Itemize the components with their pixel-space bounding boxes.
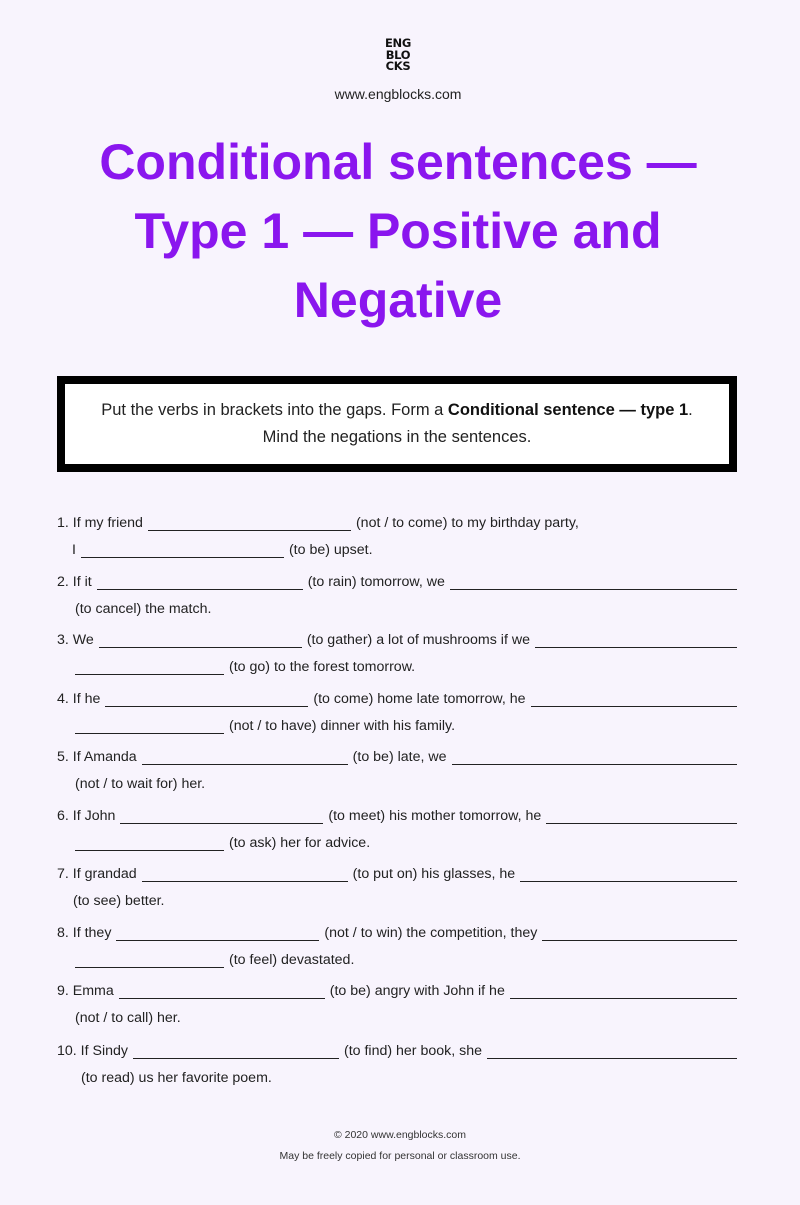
exercise-1-text-d: (to be) upset.	[288, 542, 373, 558]
exercise-8-blank-2[interactable]	[542, 925, 737, 941]
exercise-6-text-b: (to meet) his mother tomorrow, he	[328, 808, 542, 824]
exercise-8-text-b: (not / to win) the competition, they	[324, 925, 538, 941]
exercise-8-blank-1[interactable]	[116, 925, 319, 941]
exercise-3-blank-1[interactable]	[99, 632, 302, 648]
exercise-4-blank-1[interactable]	[105, 691, 308, 707]
exercise-7-text-a: 7. If grandad	[57, 866, 137, 882]
footer-license: May be freely copied for personal or classroom use.	[279, 1150, 521, 1162]
exercise-3-text-b: (to gather) a lot of mushrooms if we	[306, 632, 530, 648]
exercise-10-text-a: 10. If Sindy	[57, 1043, 128, 1059]
exercise-1-line-2	[57, 534, 737, 558]
exercise-7-line-2	[57, 885, 737, 909]
instructions-box	[57, 376, 737, 472]
exercise-5-text-b: (to be) late, we	[352, 749, 447, 765]
exercise-2-text-c: (to cancel) the match.	[75, 601, 212, 617]
exercise-3-blank-3[interactable]	[75, 659, 224, 675]
exercise-10-line-2	[57, 1062, 737, 1086]
footer-copyright: © 2020 www.engblocks.com	[333, 1129, 467, 1141]
exercise-10-line-1	[57, 1035, 737, 1059]
instructions-text	[89, 397, 705, 451]
exercise-10-blank-1[interactable]	[133, 1043, 339, 1059]
exercise-6-text-c: (to ask) her for advice.	[229, 835, 371, 851]
exercise-8-text-a: 8. If they	[57, 925, 112, 941]
exercise-3-blank-2[interactable]	[535, 632, 737, 648]
exercise-1-line-1	[57, 507, 737, 531]
exercise-7-line-1	[57, 858, 737, 882]
exercise-3-line-1	[57, 624, 737, 648]
exercise-9-text-b: (to be) angry with John if he	[329, 983, 505, 999]
exercise-4-blank-2[interactable]	[531, 691, 737, 707]
exercise-9-blank-2[interactable]	[510, 983, 737, 999]
exercise-4-line-1	[57, 683, 737, 707]
exercise-4-text-b: (to come) home late tomorrow, he	[313, 691, 526, 707]
exercise-5-line-2	[57, 768, 737, 792]
exercise-2-line-1	[57, 566, 737, 590]
exercise-9-blank-1[interactable]	[119, 983, 325, 999]
exercise-2-blank-1[interactable]	[97, 574, 303, 590]
logo-line-3: CKS	[385, 59, 411, 73]
exercise-9-line-1	[57, 975, 737, 999]
exercise-1-text-c: I	[72, 542, 76, 558]
exercise-3-line-2	[57, 651, 737, 675]
instructions-bold: Conditional sentence — type 1	[447, 401, 689, 419]
exercise-7-text-c: (to see) better.	[73, 893, 165, 909]
exercise-6-blank-3[interactable]	[75, 835, 224, 851]
exercise-1-blank-1[interactable]	[148, 515, 351, 531]
exercise-9-line-2	[57, 1002, 737, 1026]
exercise-2-line-2	[57, 593, 737, 617]
exercise-1-blank-2[interactable]	[81, 542, 284, 558]
exercise-2-text-b: (to rain) tomorrow, we	[307, 574, 445, 590]
exercise-5-blank-1[interactable]	[142, 749, 348, 765]
exercise-6-text-a: 6. If John	[57, 808, 116, 824]
exercise-7-blank-1[interactable]	[142, 866, 348, 882]
exercise-6-blank-1[interactable]	[120, 808, 323, 824]
instructions-part-2: . Mind the negations in the sentences.	[262, 401, 693, 446]
engblocks-logo	[381, 38, 415, 73]
exercise-5-text-a: 5. If Amanda	[57, 749, 137, 765]
exercise-5-text-c: (not / to wait for) her.	[75, 776, 206, 792]
exercise-8-line-1	[57, 917, 737, 941]
exercise-4-text-c: (not / to have) dinner with his family.	[229, 718, 456, 734]
exercise-10-text-c: (to read) us her favorite poem.	[81, 1070, 272, 1086]
logo-line-2: BLO	[385, 47, 411, 62]
exercise-5-line-1	[57, 741, 737, 765]
exercise-1-text-b: (not / to come) to my birthday party,	[355, 515, 579, 531]
exercise-6-line-2	[57, 827, 737, 851]
exercise-2-text-a: 2. If it	[57, 574, 92, 590]
exercise-7-text-b: (to put on) his glasses, he	[352, 866, 516, 882]
exercise-3-text-c: (to go) to the forest tomorrow.	[229, 659, 416, 675]
exercise-8-line-2	[57, 944, 737, 968]
exercise-3-text-a: 3. We	[57, 632, 94, 648]
instructions-part-1: Put the verbs in brackets into the gaps. Form a	[101, 401, 448, 419]
worksheet-title: Conditional sentences — Type 1 — Positive and Negative	[99, 134, 697, 328]
exercise-6-blank-2[interactable]	[546, 808, 737, 824]
exercise-2-blank-2[interactable]	[450, 574, 737, 590]
exercise-10-blank-2[interactable]	[487, 1043, 737, 1059]
site-url[interactable]: www.engblocks.com	[334, 86, 462, 102]
exercise-4-text-a: 4. If he	[57, 691, 101, 707]
exercise-10-text-b: (to find) her book, she	[343, 1043, 482, 1059]
logo-line-1: ENG	[384, 36, 412, 50]
exercise-9-text-a: 9. Emma	[57, 983, 114, 999]
exercise-8-blank-3[interactable]	[75, 952, 224, 968]
exercise-9-text-c: (not / to call) her.	[75, 1010, 181, 1026]
exercise-5-blank-2[interactable]	[452, 749, 737, 765]
exercise-6-line-1	[57, 800, 737, 824]
exercise-1-text-a: 1. If my friend	[57, 515, 143, 531]
exercise-4-line-2	[57, 710, 737, 734]
exercise-8-text-c: (to feel) devastated.	[229, 952, 355, 968]
exercise-7-blank-2[interactable]	[520, 866, 737, 882]
exercise-4-blank-3[interactable]	[75, 718, 224, 734]
